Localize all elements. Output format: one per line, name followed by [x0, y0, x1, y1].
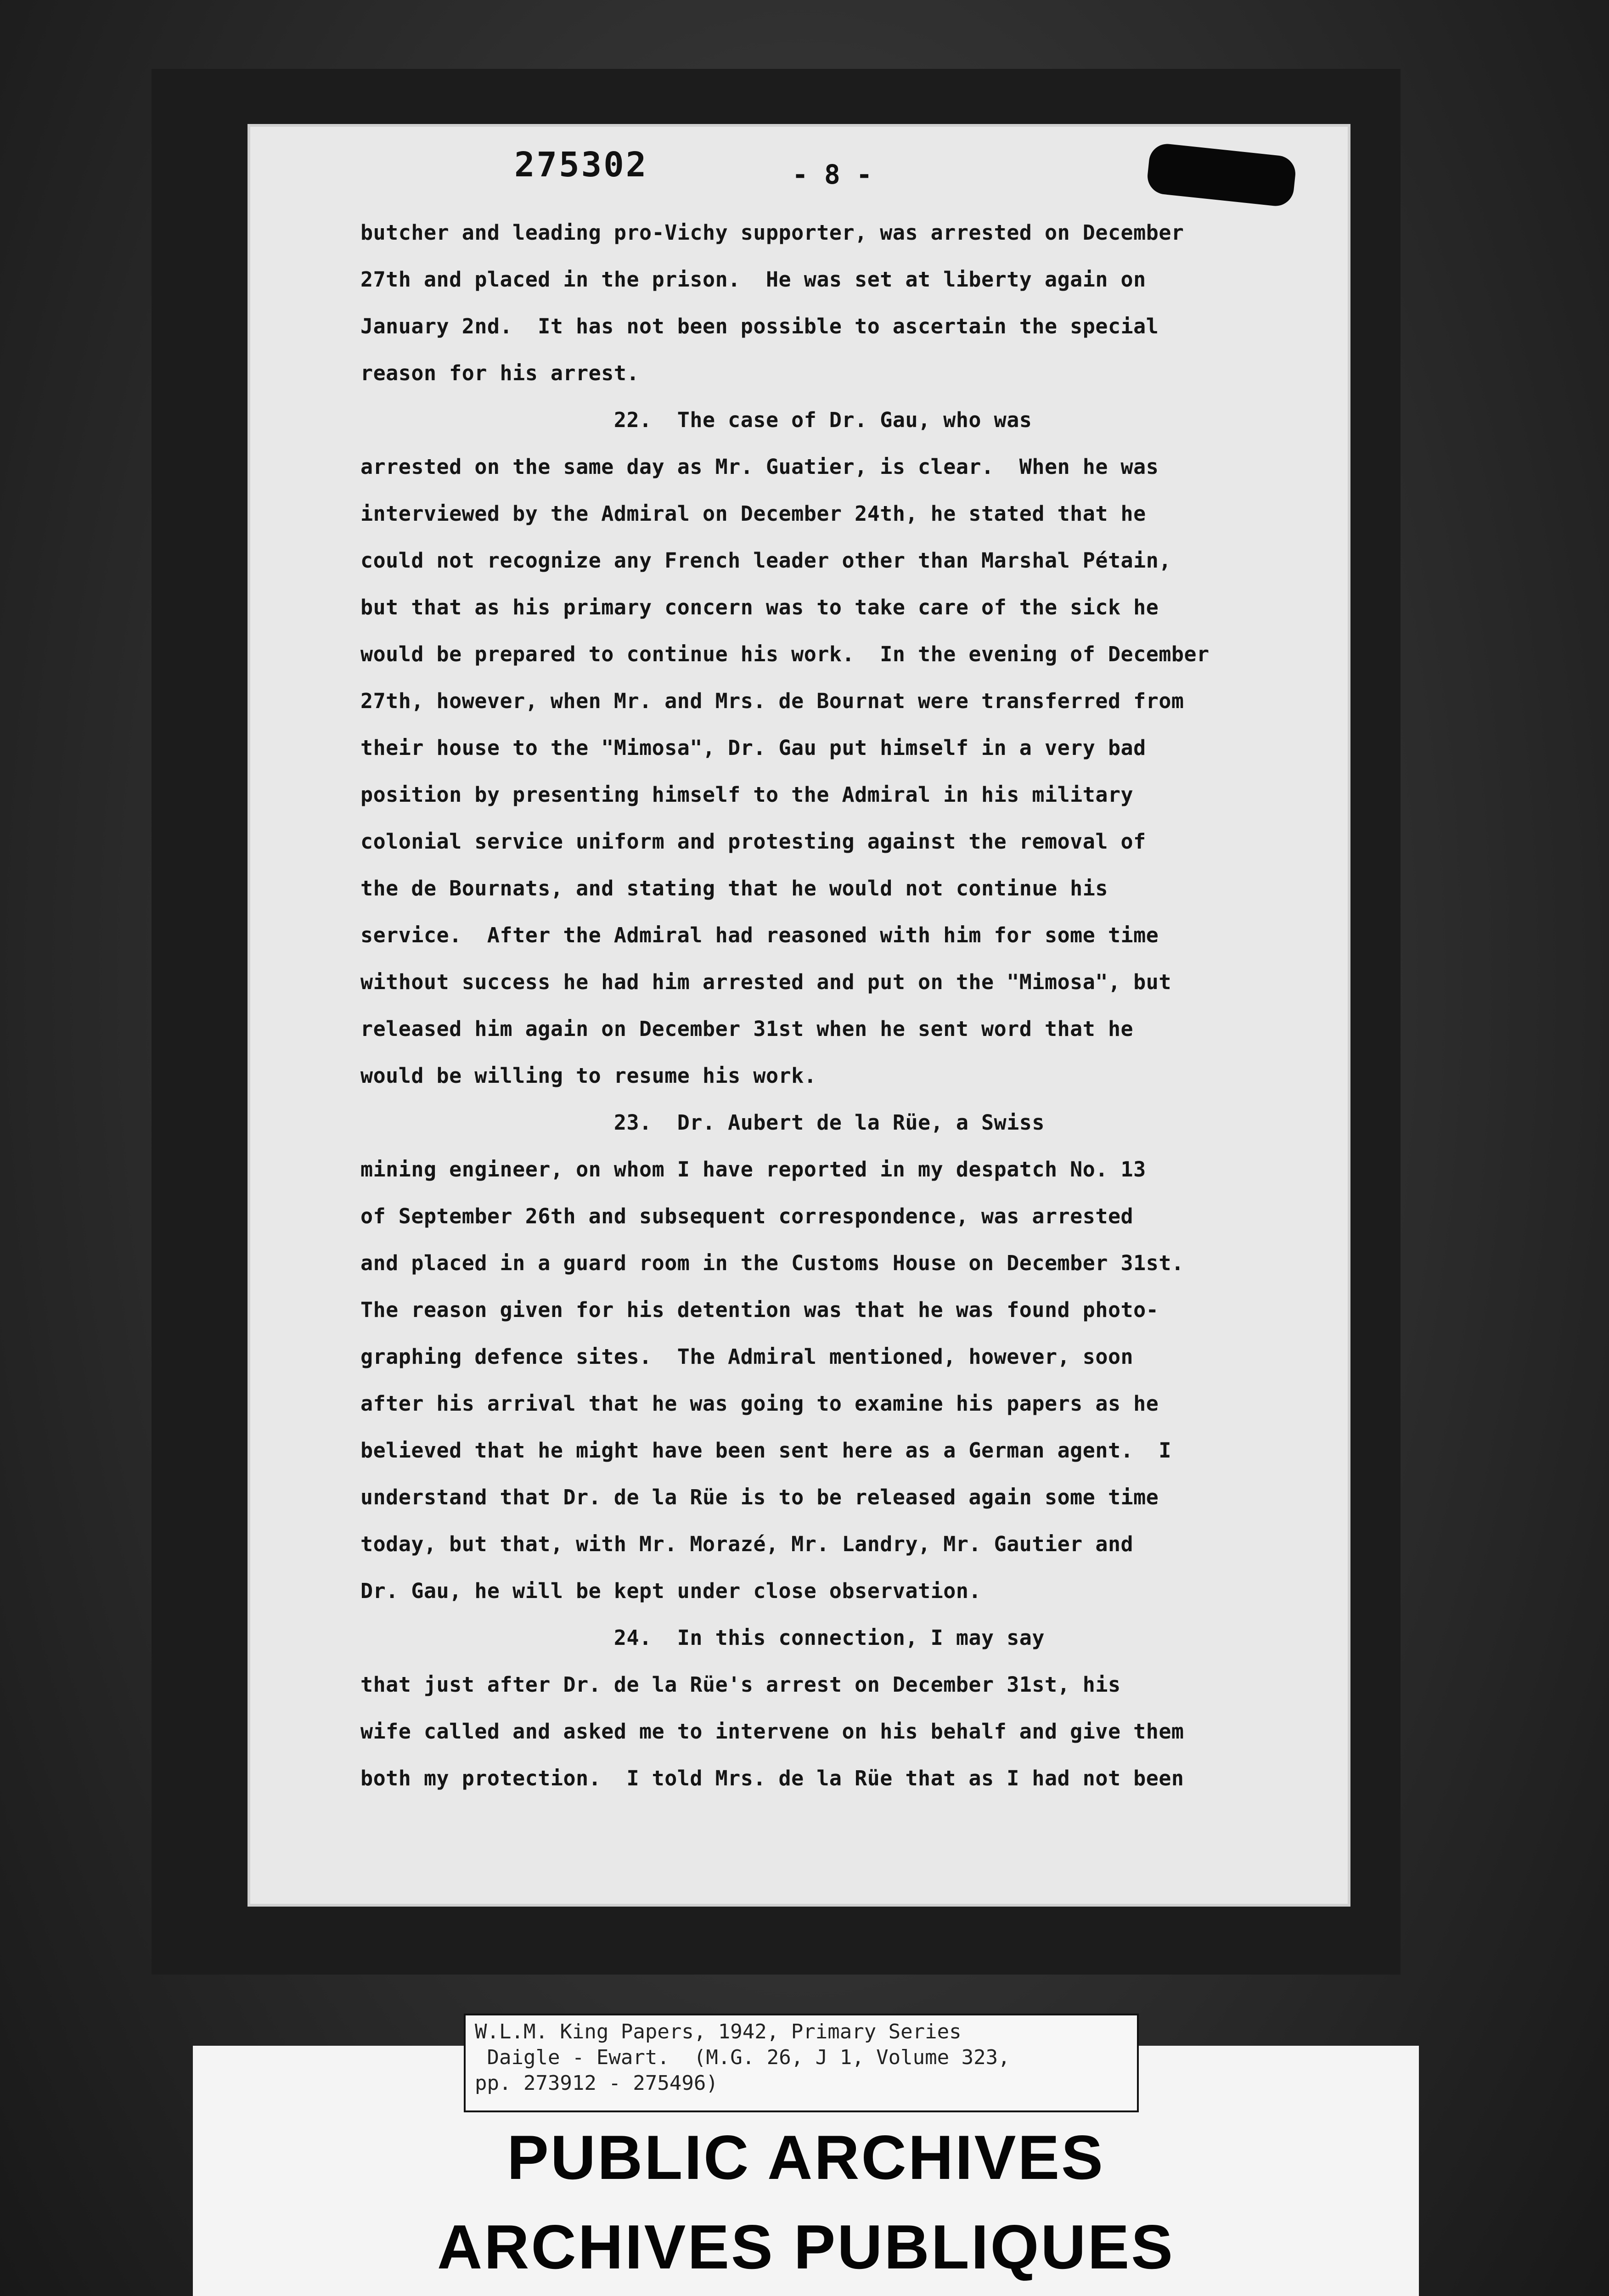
text-line: January 2nd. It has not been possible to ascertain the special	[360, 314, 1159, 338]
text-line: 27th, however, when Mr. and Mrs. de Bournat were transferred from	[360, 689, 1184, 713]
text-line: The reason given for his detention was that he was found photo-	[360, 1298, 1159, 1322]
archive-stamp-french: ARCHIVES PUBLIQUES	[437, 2212, 1175, 2282]
text-line: released him again on December 31st when he sent word that he	[360, 1017, 1134, 1041]
archive-stamp-english: PUBLIC ARCHIVES	[507, 2122, 1105, 2192]
text-line: colonial service uniform and protesting against the removal of	[360, 829, 1146, 854]
body-text	[360, 209, 1325, 1802]
text-line: service. After the Admiral had reasoned with him for some time	[360, 923, 1159, 947]
text-line: interviewed by the Admiral on December 24th, he stated that he	[360, 501, 1146, 526]
text-line: position by presenting himself to the Admiral in his military	[360, 782, 1134, 807]
text-line: of September 26th and subsequent correspondence, was arrested	[360, 1204, 1134, 1228]
text-line: the de Bournats, and stating that he would not continue his	[360, 876, 1108, 900]
text-line: butcher and leading pro-Vichy supporter, was arrested on December	[360, 220, 1184, 245]
text-line: without success he had him arrested and put on the "Mimosa", but	[360, 970, 1171, 994]
text-line: understand that Dr. de la Rüe is to be released again some time	[360, 1485, 1159, 1509]
reference-line: pp. 273912 - 275496)	[475, 2071, 718, 2095]
text-line: graphing defence sites. The Admiral mentioned, however, soon	[360, 1345, 1134, 1369]
text-line: would be willing to resume his work.	[360, 1064, 817, 1088]
text-line: wife called and asked me to intervene on his behalf and give them	[360, 1719, 1184, 1744]
text-line: today, but that, with Mr. Morazé, Mr. Landry, Mr. Gautier and	[360, 1532, 1134, 1556]
text-line: both my protection. I told Mrs. de la Rüe that as I had not been	[360, 1766, 1184, 1790]
text-line: could not recognize any French leader other than Marshal Pétain,	[360, 548, 1171, 573]
text-line: 24. In this connection, I may say	[360, 1626, 1045, 1650]
reference-label	[464, 2014, 1139, 2112]
text-line: 22. The case of Dr. Gau, who was	[360, 408, 1032, 432]
text-line: their house to the "Mimosa", Dr. Gau put himself in a very bad	[360, 736, 1146, 760]
reference-line: Daigle - Ewart. (M.G. 26, J 1, Volume 323,	[475, 2046, 1010, 2069]
document-number: 275302	[514, 145, 648, 185]
text-line: Dr. Gau, he will be kept under close observation.	[360, 1579, 982, 1603]
text-line: would be prepared to continue his work. In the evening of December	[360, 642, 1210, 666]
reference-line: W.L.M. King Papers, 1942, Primary Series	[475, 2020, 962, 2043]
page-number: - 8 -	[792, 159, 872, 190]
text-line: 23. Dr. Aubert de la Rüe, a Swiss	[360, 1110, 1045, 1135]
text-line: but that as his primary concern was to take care of the sick he	[360, 595, 1159, 619]
text-line: believed that he might have been sent here as a German agent. I	[360, 1438, 1171, 1463]
text-line: after his arrival that he was going to examine his papers as he	[360, 1391, 1159, 1416]
text-line: and placed in a guard room in the Customs House on December 31st.	[360, 1251, 1184, 1275]
text-line: reason for his arrest.	[360, 361, 640, 385]
redaction-mark	[1146, 142, 1297, 208]
text-line: that just after Dr. de la Rüe's arrest on December 31st, his	[360, 1672, 1121, 1697]
text-line: 27th and placed in the prison. He was set at liberty again on	[360, 267, 1146, 292]
text-line: mining engineer, on whom I have reported in my despatch No. 13	[360, 1157, 1146, 1182]
text-line: arrested on the same day as Mr. Guatier, is clear. When he was	[360, 455, 1159, 479]
typed-page	[250, 127, 1348, 1904]
